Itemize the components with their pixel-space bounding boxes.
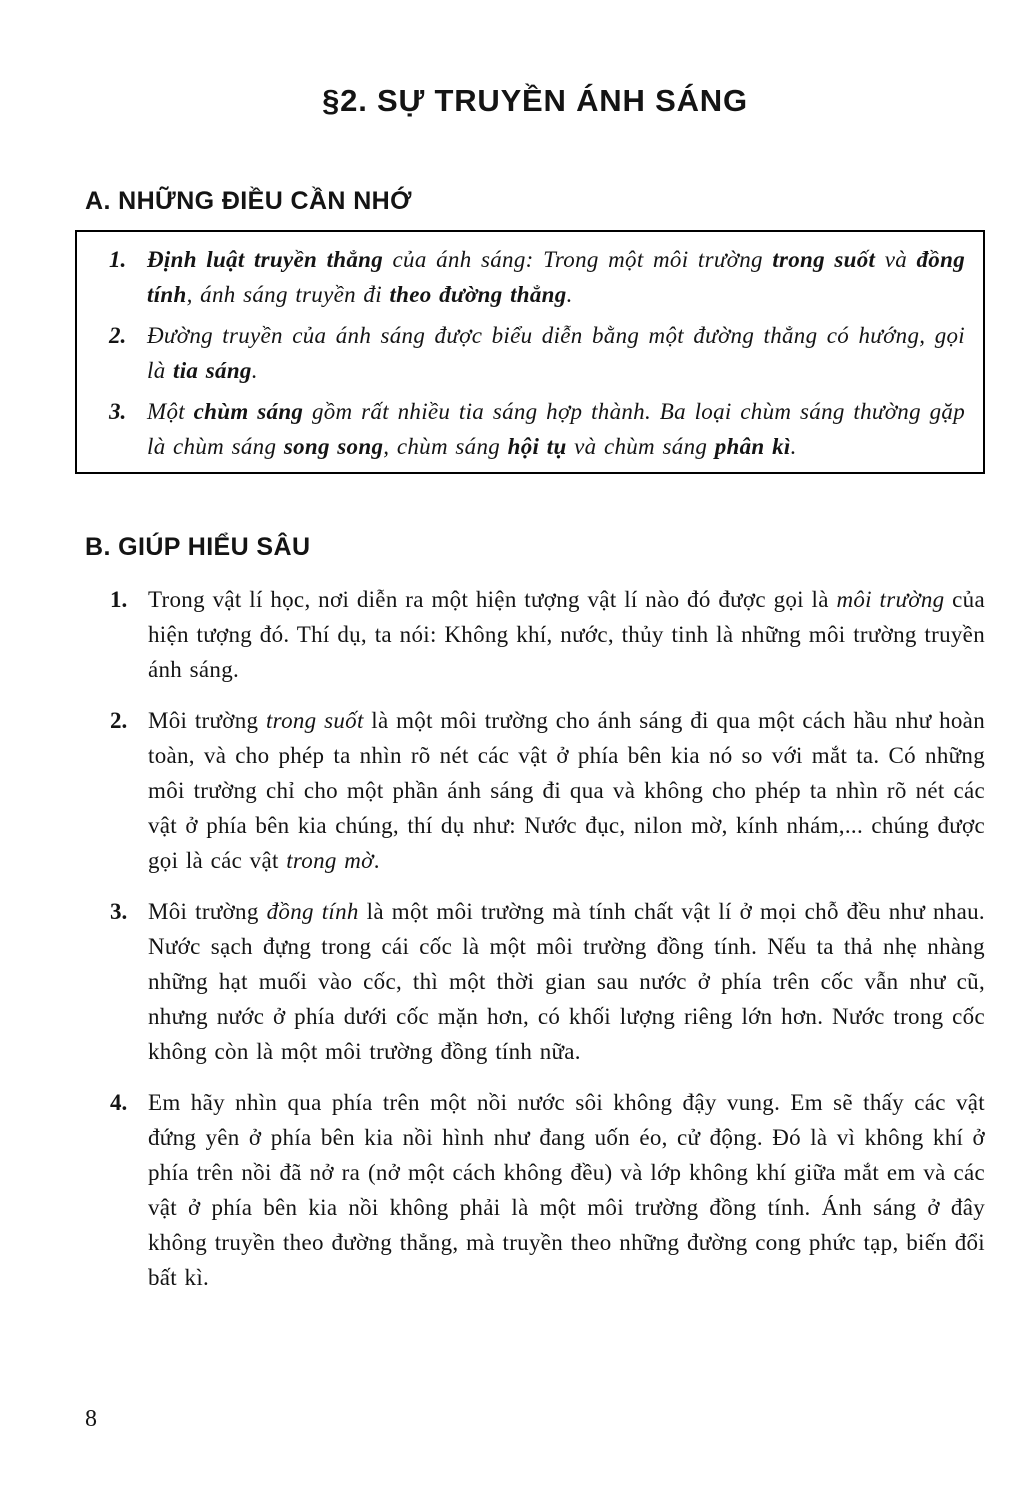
- recall-box: [75, 230, 985, 474]
- item-text: Đường truyền của ánh sáng được biểu diễn bằng một đường thẳng có hướng, gọi là tia sáng.: [147, 323, 965, 383]
- item-text: Định luật truyền thẳng của ánh sáng: Trong một môi trường trong suốt và đồng tính, ánh sáng truyền đi theo đường thẳng.: [147, 247, 965, 307]
- deep-item-1: [85, 582, 985, 687]
- item-number: 1.: [109, 247, 127, 272]
- item-number: 3.: [110, 899, 128, 924]
- deep-understanding-list: [85, 582, 985, 1295]
- item-number: 1.: [110, 587, 128, 612]
- item-text: Môi trường trong suốt là một môi trường cho ánh sáng đi qua một cách hầu như hoàn toàn, và cho phép ta nhìn rõ nét các vật ở phía bên kia nó so với mắt ta. Có những môi trường chỉ cho một phần ánh sáng đi qua và không cho phép ta nhìn rõ nét các vật ở phía bên kia chúng, thí dụ như: Nước đục, nilon mờ, kính nhám,... chúng được gọi là các vật trong mờ.: [148, 708, 985, 873]
- page-title: §2. SỰ TRUYỀN ÁNH SÁNG: [322, 83, 748, 118]
- deep-item-2: [85, 703, 985, 878]
- item-text: Môi trường đồng tính là một môi trường mà tính chất vật lí ở mọi chỗ đều như nhau. Nước sạch đựng trong cái cốc là một môi trường đồng tính. Nếu ta thả nhẹ nhàng những hạt muối vào cốc, thì một thời gian sau nước ở phía trên cốc vẫn như cũ, nhưng nước ở phía dưới cốc mặn hơn, có khối lượng riêng lớn hơn. Nước trong cốc không còn là một môi trường đồng tính nữa.: [148, 899, 985, 1064]
- item-text: Một chùm sáng gồm rất nhiều tia sáng hợp thành. Ba loại chùm sáng thường gặp là chùm sáng song song, chùm sáng hội tụ và chùm sáng phân kì.: [147, 399, 966, 459]
- page-number: 8: [85, 1406, 97, 1432]
- section-a-heading: A. NHỮNG ĐIỀU CẦN NHỚ: [85, 187, 412, 215]
- item-text: Em hãy nhìn qua phía trên một nồi nước sôi không đậy vung. Em sẽ thấy các vật đứng yên ở phía bên kia nồi hình như đang uốn éo, cử động. Đó là vì không khí ở phía trên nồi đã nở ra (nở một cách không đều) và lớp không khí giữa mắt em và các vật ở phía bên kia nồi không phải là một môi trường đồng tính. Ánh sáng ở đây không truyền theo đường thẳng, mà truyền theo những đường cong phức tạp, biến đổi bất kì.: [148, 1090, 985, 1290]
- recall-item-3: [91, 394, 965, 464]
- item-number: 3.: [109, 399, 127, 424]
- recall-item-2: [91, 318, 965, 388]
- item-number: 2.: [109, 323, 127, 348]
- recall-item-1: [91, 242, 965, 312]
- item-number: 4.: [110, 1090, 128, 1115]
- deep-item-4: [85, 1085, 985, 1295]
- item-number: 2.: [110, 708, 128, 733]
- deep-item-3: [85, 894, 985, 1069]
- section-b-heading: B. GIÚP HIỂU SÂU: [85, 533, 311, 561]
- item-text: Trong vật lí học, nơi diễn ra một hiện tượng vật lí nào đó được gọi là môi trường của hiện tượng đó. Thí dụ, ta nói: Không khí, nước, thủy tinh là những môi trường truyền ánh sáng.: [148, 587, 985, 682]
